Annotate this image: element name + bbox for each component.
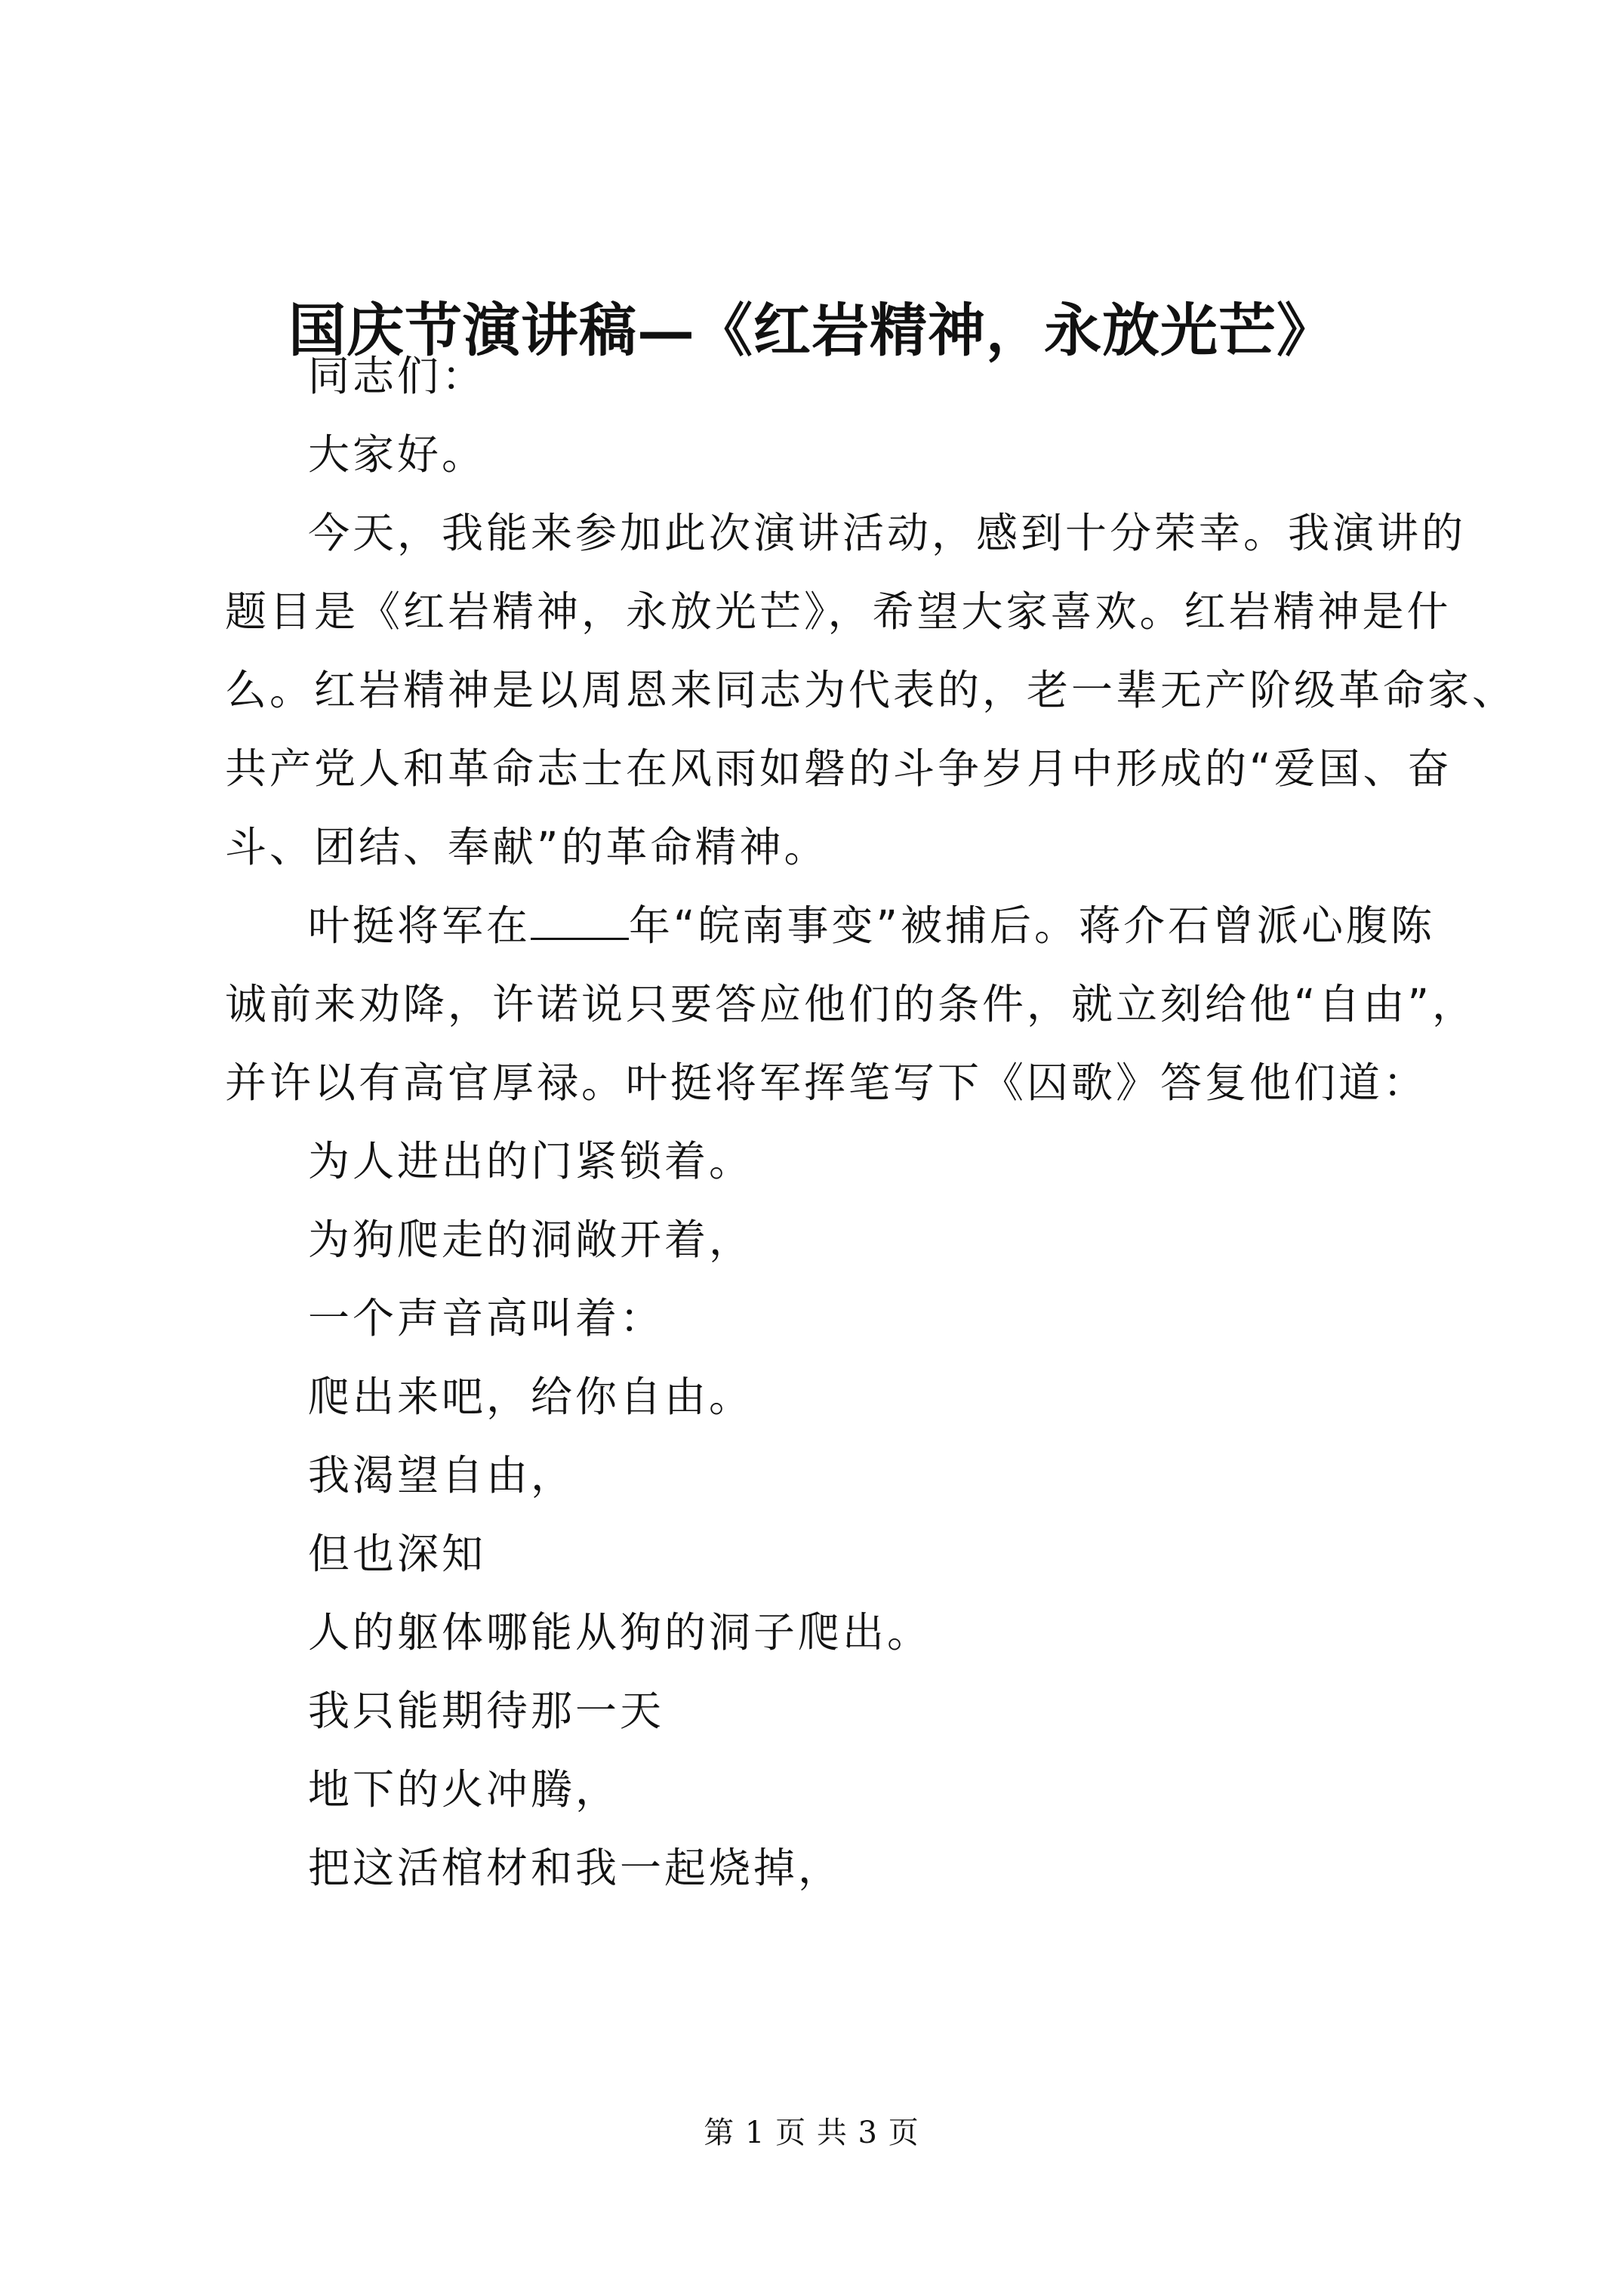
paragraph-line: 题目是《红岩精神，永放光芒》，希望大家喜欢。红岩精神是什 — [225, 587, 1452, 636]
paragraph-ye-ting — [225, 886, 1477, 1122]
page-footer: 第 1 页 共 3 页 — [704, 2116, 919, 2150]
poem-line: 我只能期待那一天 — [308, 1687, 665, 1735]
poem-line: 地下的火冲腾， — [308, 1765, 621, 1814]
fill-in-blank — [531, 908, 629, 940]
poem-line: 但也深知 — [308, 1530, 487, 1578]
paragraph-line: 并许以有高官厚禄。叶挺将军挥笔写下《囚歌》答复他们道： — [225, 1059, 1428, 1107]
paragraph-intro — [225, 494, 1517, 886]
poem-line: 人的躯体哪能从狗的洞子爬出。 — [308, 1608, 932, 1657]
poem-line: 爬出来吧，给你自由。 — [308, 1373, 754, 1421]
hello-line: 大家好。 — [308, 430, 487, 479]
paragraph-text: 年“皖南事变”被捕后。蒋介石曾派心腹陈 — [629, 901, 1436, 950]
poem-line: 我渴望自由， — [308, 1451, 576, 1499]
paragraph-line: 诚前来劝降，许诺说只要答应他们的条件，就立刻给他“自由”， — [225, 980, 1477, 1028]
document-body — [225, 337, 1517, 1907]
greeting-line: 同志们： — [308, 352, 487, 400]
poem-line: 一个声音高叫着： — [308, 1294, 665, 1342]
paragraph-text: 叶挺将军在 — [308, 901, 531, 950]
poem-line: 为人进出的门紧锁着。 — [308, 1137, 754, 1185]
document-title: 国庆节演讲稿—《红岩精神，永放光芒》 — [288, 297, 1335, 364]
poem-block — [225, 1122, 1431, 1907]
paragraph-line: 斗、团结、奉献”的革命精神。 — [225, 823, 829, 871]
paragraph-line — [225, 886, 1436, 965]
poem-line: 为狗爬走的洞敞开着， — [308, 1216, 754, 1264]
paragraph-line: 今天，我能来参加此次演讲活动，感到十分荣幸。我演讲的 — [308, 509, 1467, 557]
paragraph-line: 共产党人和革命志士在风雨如磐的斗争岁月中形成的“爱国、奋 — [225, 744, 1452, 793]
paragraph-line: 么。红岩精神是以周恩来同志为代表的，老一辈无产阶级革命家、 — [225, 666, 1517, 714]
poem-line: 把这活棺材和我一起烧掉， — [308, 1844, 843, 1892]
